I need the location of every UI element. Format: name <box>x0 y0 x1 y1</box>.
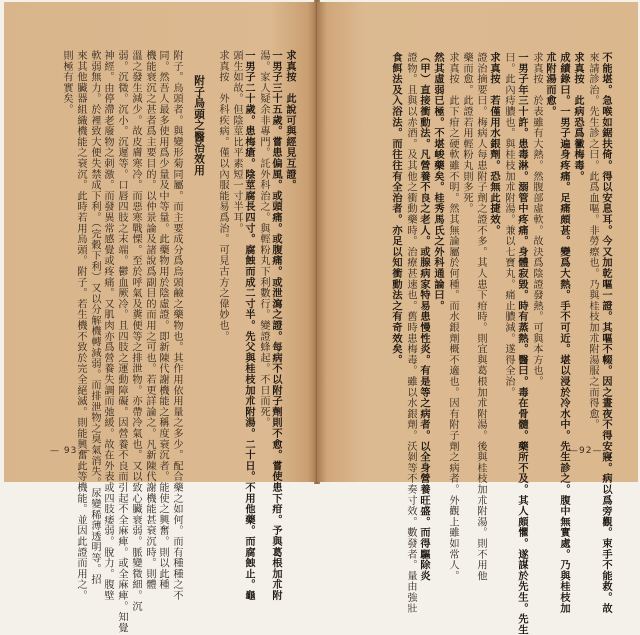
text-column: 成績錄曰。一男子遍身疼痛。足痛頗甚。變爲大熱。手不可近。堪以浸於冷水中。先生診之。腹中無實處。乃與桂枝加 <box>558 52 570 614</box>
text-column: 附子。烏頭者。與變形菊同屬。而主要成分爲烏頭鹼之藥物也。其作用依用量之多少。配合藥之如何。而有種種之不 <box>171 50 182 601</box>
text-column: 則極有實矣。 <box>61 50 72 115</box>
section-heading: 附子烏頭之醫治效用 <box>193 75 205 176</box>
text-column: 食餌法及入浴法。而往往有全治者。亦足以知衝動法之有奇效矣。 <box>390 52 402 366</box>
text-column: 證治摘要曰。梅病人每患附子劑之證不多。其人患下疳時。則宜與葛根加朮附湯。後與桂枝加朮附湯。則不用他 <box>475 52 486 582</box>
text-column: 一男子二十歲。患梅瘡。陰莖腐長四寸。腐蝕而成二寸半。先父與桂枝加朮附湯。二十日。不用他藥。而腐蝕止。龜 <box>243 50 255 601</box>
text-column: 弱。沉微。沉小。沉遲等。口唇四肢之末端。鬱血厥冷。且四肢之運動障礙。因營養不良而引起不全麻痺。或全麻痺。知覺 <box>116 50 127 634</box>
text-column: 曰。此內痔膿也。與桂枝加朮附湯。兼以七寶丸。痛止膿減。遂得全治。 <box>503 52 514 398</box>
text-column: 求真按 外科疾病。僅以內服能易爲治。可見古方之偉妙也。 <box>217 50 228 342</box>
text-column: 藥而愈。此證若用輕粉丸則多死。 <box>461 52 472 214</box>
open-book-spread <box>4 0 638 635</box>
text-column: （甲）直接衝動法。凡營養不良之老人。或腺病家特易患慢性炎。有是等之病者。以全身營養旺盛。而得驅除炎 <box>418 52 430 582</box>
left-page <box>4 2 317 634</box>
text-column: 湯。家人疑余非專門。託外科治之。與輕粉丸下利數行。變證蜂起。不日而死。 <box>258 50 269 428</box>
text-column: 求真按 此病恐爲黴梅毒。 <box>572 52 584 182</box>
left-page-number: — 93 — <box>50 446 92 456</box>
text-column: 神經。由停滯老廢物之刺激。而發異常感覺或疼痛。又肌肉亦爲營養失調而弛緩。故在外表或四肢痿弱。脫力。腹壁 <box>102 50 113 601</box>
text-column: 來請診治。先生診之曰。此爲血嘔。非勞瘵也。乃與桂枝加朮附湯服之而得愈。 <box>587 52 598 430</box>
text-column: 求真按 此說可與經見互證。 <box>284 50 296 191</box>
text-column: 不能堪。急喉如鋸扶倚。得以安息耳。今又加乾嘔一證。其嘔不輟。因之晝夜不得安寢。病以爲旁觀。束手不能救。故 <box>600 52 612 614</box>
text-column: 朮附湯而愈。 <box>544 52 556 117</box>
text-column: 然其虛弱已極。不堪峻藥矣。桂秀馬氏之外科通論曰。 <box>432 52 444 312</box>
right-page <box>317 2 638 635</box>
text-column: 機能衰沉之甚者爲主要目的。以仲景論及諸說爲副目的而用之可也。若更詳論之。凡新陳代謝機能甚衰沉時。則體 <box>144 50 155 590</box>
text-column: 求真按 於表雖有大熱。然腹部虛軟。故決爲陰證發熱。可與本方也。 <box>531 52 542 387</box>
text-column: 溫之發生減少。故皮膚寒冷。而惡寒戰慄。至於呼氣及糞便等之排泄物。亦帶冷氣也。又以致心臟衰弱。脈變微細。沉 <box>130 50 141 612</box>
text-column: 頭生如故。但陰莖比平素短一寸半耳。 <box>231 50 242 234</box>
text-column: 一男子年三十許。患毒淋。溺管中疼痛。身體寂毀。時有蒸熱。醫曰。毒在骨髓。藥所不及。其人頗懼。遂謀於先生。先生 <box>516 52 528 635</box>
text-column: 軟弱無力。於裡致大便失禁成下利。（完穀下利）又以分解機轉減弱。而排泄物之臭氣消失。尿變稀薄透明等。招 <box>89 50 100 585</box>
text-column: 一男子三十五歲。嘗患偏風。或頭痛。或腹痛。或泄瀉之證。每病不以附子劑則不愈。嘗使患下疳。予與葛根加朮附 <box>270 50 282 601</box>
text-column: 求真按 此下疳之硬軟雖不明。然其無論屬於何種。而水銀劑概不適也。因有附子劑之病者。外觀上雖如常人。 <box>447 52 458 582</box>
right-page-number: —92— <box>569 446 603 456</box>
text-column: 求真按 若僅用水銀劑。恐無此捷效。 <box>488 52 500 236</box>
text-column: 證物。且與以赤酒。及其他之衝動藥時。治療甚速也。舊時患梅毒。雖以水銀劑。沃剝等不奏寸效。數發者。量由強壯 <box>405 52 416 614</box>
text-column: 來其他臟器組織機能之衰沉。此時若用烏頭。附子。若生機不致於完全絕滅。則能興奮此等機能。並因此證而用之。 <box>75 50 86 601</box>
text-column: 同。然吾人最多使用爲少量及中等量。此藥物用於陰虛證。即新陳代謝機能之稱度衰沉者。能使之興奮。則以此種 <box>157 50 168 590</box>
